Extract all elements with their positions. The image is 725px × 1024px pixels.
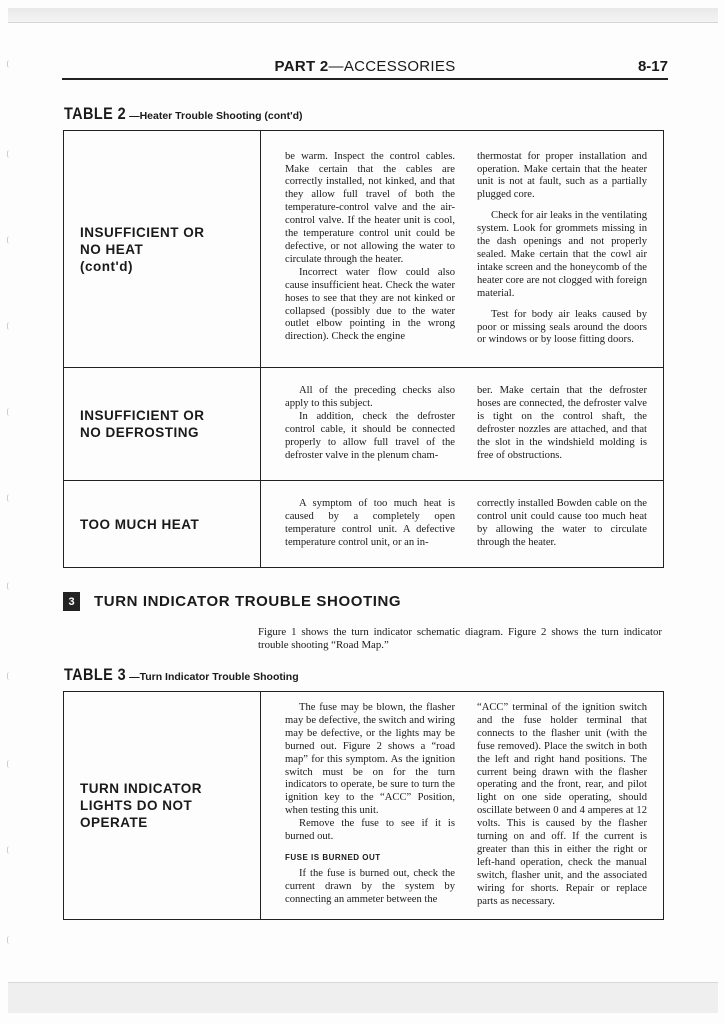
binding-hole-mark [7,236,12,244]
remedy-column-right [477,702,647,909]
remedy-cell [261,481,664,568]
remedy-cell [261,131,664,368]
table-row [64,131,664,368]
binding-hole-mark [7,408,12,416]
subheading-fuse-burned-out: FUSE IS BURNED OUT [285,852,381,862]
remedy-column-left [285,151,455,348]
paragraph: be warm. Inspect the control cables. Make certain that the cables are correctly installed, not kinked, and that they allow full travel of both the temperature-control valve and the air-control valve. If the heater unit is cool, the temperature control unit could be defective, or not allowing the water to circulate through the heater. [285,150,455,265]
binding-hole-mark [7,760,12,768]
table-row [64,368,664,481]
symptom-line: NO HEAT [80,241,144,257]
remedy-column-left [285,498,455,550]
table-3-subtitle: —Turn Indicator Trouble Shooting [129,671,299,683]
binding-hole-mark [7,322,12,330]
binding-hole-mark [7,672,12,680]
symptom-line: INSUFFICIENT OR [80,224,205,240]
paragraph: All of the preceding checks also apply to this subject. [285,385,455,410]
part-number: PART 2 [274,58,329,75]
table-2-caption [64,104,303,124]
remedy-cell [261,692,664,920]
paragraph: Check for air leaks in the ventilating system. Look for grommets missing in the dash openings and not properly sealed. Make certain that the cowl air intake screen and the honeycomb of the heater core are not clogged with foreign material. [477,210,647,299]
table-3-turn-indicator-trouble-shooting [63,691,664,920]
page-number: 8-17 [637,58,668,75]
paragraph: Remove the fuse to see if it is burned out. [285,818,455,843]
table-2-heater-trouble-shooting [63,130,664,568]
paragraph: In addition, check the defroster control cable, it should be connected properly to allow full travel of the defroster valve in the plenum cham- [285,411,455,461]
symptom-line: OPERATE [80,814,148,830]
symptom-cell [64,692,261,920]
table-3-caption [64,665,299,685]
table-row [64,692,664,920]
symptom-line: LIGHTS DO NOT [80,797,193,813]
part-title [62,58,668,75]
paragraph: A symptom of too much heat is caused by a completely open temperature control unit. A defective temperature control unit, or an in- [285,498,455,548]
remedy-column-right [477,385,647,462]
binding-hole-mark [7,936,12,944]
paragraph: Incorrect water flow could also cause insufficient heat. Check the water hoses to see that they are not kinked or collapsed (possibly due to the water outlet elbow pointing in the wrong direction). Check the engine [285,266,455,343]
scan-edge-top [8,8,718,23]
remedy-column-right [477,151,647,348]
paragraph: thermostat for proper installation and operation. Make certain that the heater unit is not at fault, such as a partially plugged core. [477,150,647,201]
symptom-cell [64,131,261,368]
remedy-column-right [477,498,647,550]
table-3-label: TABLE 3 [64,665,127,684]
paragraph: correctly installed Bowden cable on the control unit could cause too much heat by allowing the water to circulate through the heater. [477,498,647,548]
remedy-column-left [285,702,455,909]
remedy-cell [261,368,664,481]
paragraph: Test for body air leaks caused by poor or missing seals around the doors or windows or by loose fitting doors. [477,308,647,346]
binding-hole-mark [7,846,12,854]
table-row [64,481,664,568]
paragraph: The fuse may be blown, the flasher may be defective, the switch and wiring may be defective, or the lights may be burned out. Figure 2 shows a “road map” for this symptom. As the ignition switch must be on for the turn indicators to operate, be sure to turn the ignition key to the “ACC” Position, when testing this unit. [285,702,455,817]
remedy-column-left [285,385,455,462]
symptom-cell [64,481,261,568]
symptom-line: NO DEFROSTING [80,425,200,440]
binding-hole-mark [7,582,12,590]
part-name: —ACCESSORIES [328,58,456,75]
binding-hole-mark [7,150,12,158]
paragraph: “ACC” terminal of the ignition switch and the fuse holder terminal that connects to the flasher unit (with the fuse removed). Place the switch in both the left and right hand positions. The current being drawn with the flasher operating and the front, rear, and pilot light on one side operating, should oscillate between 0 and 4 amperes at 12 volts. This is caused by the flasher turning on and off. If the current is greater than this in either the right or left-hand operation, check the manual switch, flasher unit, and the associated wiring for shorts. Repair or replace parts as necessary. [477,702,647,907]
binding-hole-mark [7,60,12,68]
page-header [62,58,668,80]
symptom-line: TOO MUCH HEAT [80,516,200,532]
symptom-line: TURN INDICATOR [80,780,202,796]
section-3-heading [63,592,401,611]
binding-hole-mark [7,494,12,502]
section-intro-text: Figure 1 shows the turn indicator schematic diagram. Figure 2 shows the turn indicator trouble shooting “Road Map.” [258,626,662,651]
paragraph: If the fuse is burned out, check the current drawn by the system by connecting an ammeter between the [285,867,455,905]
table-2-subtitle: —Heater Trouble Shooting (cont'd) [129,110,303,122]
paragraph: ber. Make certain that the defroster hoses are connected, the defroster valve is tight on the control shaft, the defroster nozzles are attached, and that the slot in the windshield molding is free of obstructions. [477,385,647,461]
section-title: TURN INDICATOR TROUBLE SHOOTING [94,593,402,610]
scan-edge-bottom [8,982,718,1013]
symptom-line: (cont'd) [80,258,133,274]
section-number-badge: 3 [63,592,80,611]
table-2-label: TABLE 2 [64,104,127,123]
symptom-line: INSUFFICIENT OR [80,408,205,423]
symptom-cell [64,368,261,481]
